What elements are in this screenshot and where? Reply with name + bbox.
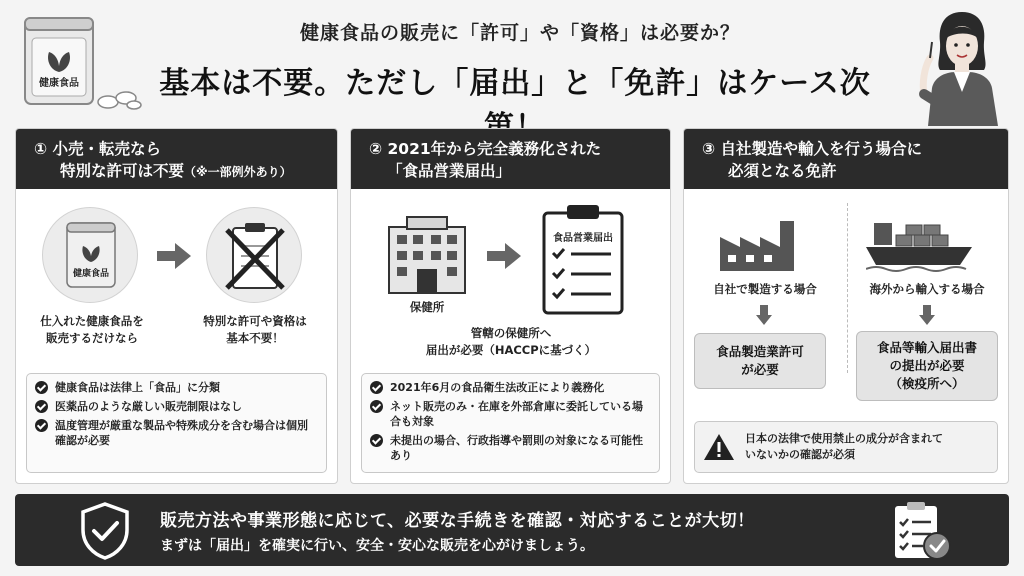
summary-line1: 販売方法や事業形態に応じて、必要な手続きを確認・対応することが大切！ xyxy=(160,511,755,531)
check-icon xyxy=(370,400,383,413)
check-icon xyxy=(35,400,48,413)
checklist-clipboard-icon xyxy=(541,203,625,315)
package-label: 健康食品 xyxy=(39,78,79,89)
notification-caption-line1: 管轄の保健所へ xyxy=(470,326,552,340)
retail-right-caption-line1: 特別な許可や資格は xyxy=(203,314,307,328)
summary-banner xyxy=(15,494,1009,566)
panel-retail-title-note: （※一部例外あり） xyxy=(184,165,292,179)
health-center-building-icon xyxy=(385,213,469,295)
supplement-package-icon xyxy=(65,220,117,290)
panel-retail xyxy=(15,128,338,484)
panel-license-title-line1: ③ 自社製造や輸入を行う場合に xyxy=(702,140,923,158)
warning-box xyxy=(694,421,998,473)
panel-license-header xyxy=(684,129,1008,189)
retail-left-caption-line1: 仕入れた健康食品を xyxy=(40,314,144,328)
notification-bullet-list xyxy=(361,373,660,473)
question-title: 健康食品の販売に「許可」や「資格」は必要か？ xyxy=(299,22,740,44)
panel-license xyxy=(683,128,1009,484)
retail-right-caption-line2: 基本不要！ xyxy=(226,331,284,345)
panel-retail-header xyxy=(16,129,337,189)
checklist-approved-icon xyxy=(891,500,953,562)
import-label: 海外から輸入する場合 xyxy=(869,282,985,296)
arrow-down-icon xyxy=(919,305,935,325)
crossed-out-clipboard-icon xyxy=(225,220,285,292)
manufacture-label: 自社で製造する場合 xyxy=(713,282,817,296)
arrow-right-icon xyxy=(157,243,191,269)
supplement-package-icon xyxy=(22,14,96,108)
panel-retail-title-line2: 特別な許可は不要 xyxy=(60,162,185,180)
panel-notification-header xyxy=(351,129,670,189)
list-item: 健康食品は法律上「食品」に分類 xyxy=(35,380,318,395)
panel-notification-title-line2: 「食品営業届出」 xyxy=(387,162,512,180)
notification-caption xyxy=(371,325,651,359)
retail-bullet-list xyxy=(26,373,327,473)
list-item: 未提出の場合、行政指導や罰則の対象になる可能性あり xyxy=(370,433,651,463)
list-item: 2021年6月の食品衛生法改正により義務化 xyxy=(370,380,651,395)
panel-notification-title-line1: ② 2021年から完全義務化された xyxy=(369,140,602,158)
warning-line1: 日本の法律で使用禁止の成分が含まれて xyxy=(745,432,943,445)
cargo-ship-icon xyxy=(866,217,974,273)
retail-left-caption xyxy=(22,313,162,347)
check-icon xyxy=(370,381,383,394)
headline: 基本は不要。ただし「届出」と「免許」はケース次 xyxy=(159,66,871,101)
panel-notification xyxy=(350,128,671,484)
panel-retail-title-line1: ① 小売・転売なら xyxy=(34,140,162,158)
panel-license-title-line2: 必須となる免許 xyxy=(728,162,837,180)
factory-icon xyxy=(718,217,802,273)
divider xyxy=(847,203,848,373)
list-item: 温度管理が厳重な製品や特殊成分を含む場合は個別確認が必要 xyxy=(35,418,318,448)
manufacture-permit-box: 食品製造業許可 が必要 xyxy=(694,333,826,389)
shield-check-icon xyxy=(79,502,131,560)
list-item: ネット販売のみ・在庫を外部倉庫に委託している場合も対象 xyxy=(370,399,651,429)
presenter-woman-icon xyxy=(910,8,1015,126)
clipboard-label: 食品営業届出 xyxy=(553,233,613,244)
crossed-circle xyxy=(206,207,302,303)
list-item: 医薬品のような厳しい販売制限はなし xyxy=(35,399,318,414)
notification-caption-line2: 届出が必要（HACCPに基づく） xyxy=(425,343,597,357)
check-icon xyxy=(370,434,383,447)
check-icon xyxy=(35,419,48,432)
package-circle xyxy=(42,207,138,303)
warning-line2: いないかの確認が必須 xyxy=(745,448,855,461)
package-circle-label: 健康食品 xyxy=(72,269,109,279)
import-notification-box: 食品等輸入届出書 の提出が必要 （検疫所へ） xyxy=(856,331,998,401)
arrow-right-icon xyxy=(487,243,521,269)
summary-line2: まずは「届出」を確実に行い、安全・安心な販売を心がけましょう。 xyxy=(160,538,594,554)
warning-icon xyxy=(703,433,735,461)
arrow-down-icon xyxy=(756,305,772,325)
retail-left-caption-line2: 販売するだけなら xyxy=(46,331,138,345)
building-label: 保健所 xyxy=(409,300,445,314)
retail-right-caption xyxy=(188,313,322,347)
check-icon xyxy=(35,381,48,394)
